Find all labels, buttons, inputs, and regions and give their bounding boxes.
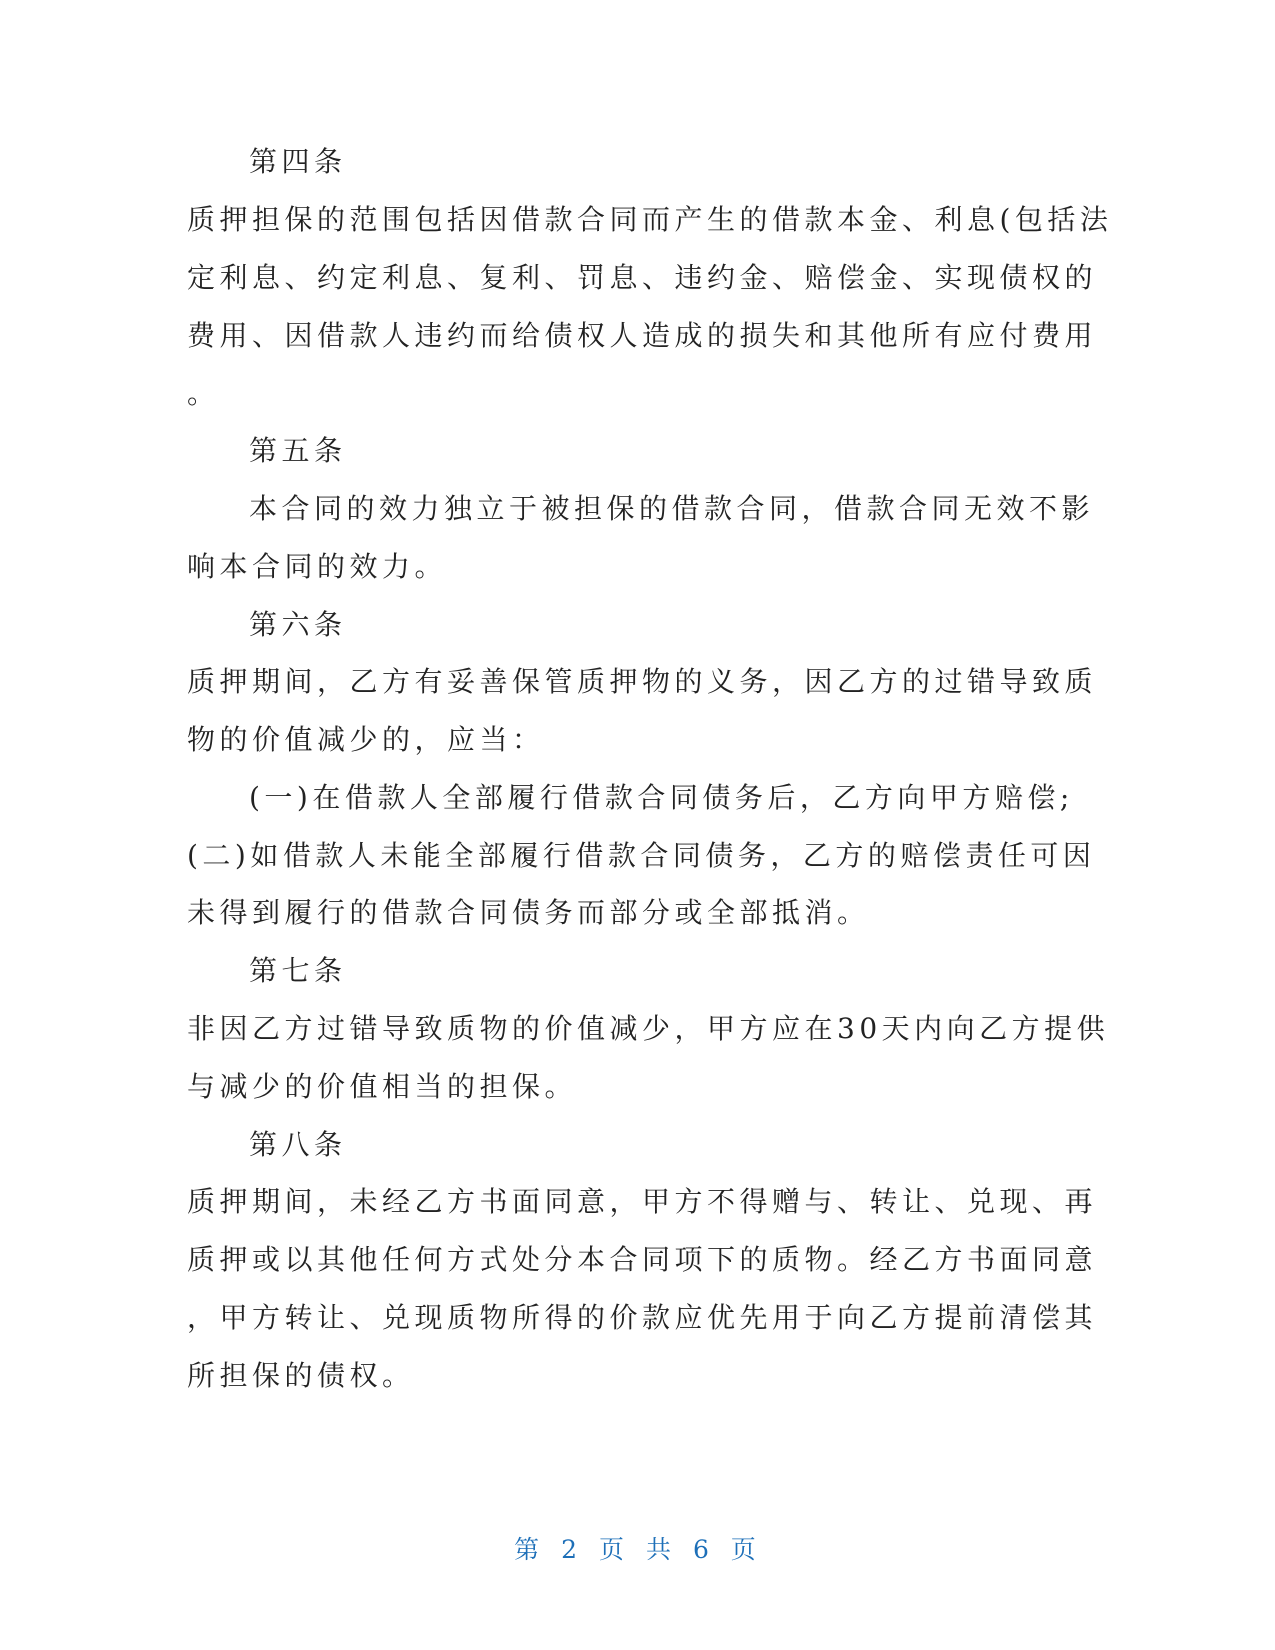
article-6-item-2-line-1: (二)如借款人未能全部履行借款合同债务，乙方的赔偿责任可因 [187, 839, 1096, 872]
article-8-text-line-4: 所担保的债权。 [187, 1359, 415, 1392]
article-5-heading: 第五条 [249, 434, 347, 467]
article-4-text-line-3: 费用、因借款人违约而给债权人造成的损失和其他所有应付费用 [187, 319, 1098, 352]
article-8-text-line-3: ，甲方转让、兑现质物所得的价款应优先用于向乙方提前清偿其 [187, 1301, 1098, 1334]
article-6-item-2-line-2: 未得到履行的借款合同债务而部分或全部抵消。 [187, 896, 870, 929]
footer-total-word: 共 [645, 1535, 676, 1564]
footer-total-pages: 6 [692, 1535, 714, 1564]
footer-prefix: 第 [514, 1535, 545, 1564]
article-4-text-line-1: 质押担保的范围包括因借款合同而产生的借款本金、利息(包括法 [187, 203, 1113, 236]
article-6-heading: 第六条 [249, 608, 347, 641]
article-5-text-line-1: 本合同的效力独立于被担保的借款合同，借款合同无效不影 [249, 492, 1095, 525]
article-7-text-line-2: 与减少的价值相当的担保。 [187, 1070, 578, 1103]
article-6-text-line-1: 质押期间，乙方有妥善保管质押物的义务，因乙方的过错导致质 [187, 665, 1098, 698]
article-4-text-line-2: 定利息、约定利息、复利、罚息、违约金、赔偿金、实现债权的 [187, 261, 1098, 294]
footer-page-word: 页 [599, 1535, 630, 1564]
article-8-text-line-1: 质押期间，未经乙方书面同意，甲方不得赠与、转让、兑现、再 [187, 1185, 1098, 1218]
footer-suffix: 页 [730, 1535, 761, 1564]
article-8-text-line-2: 质押或以其他任何方式处分本合同项下的质物。经乙方书面同意 [187, 1243, 1098, 1276]
article-6-item-1: (一)在借款人全部履行借款合同债务后，乙方向甲方赔偿; [249, 781, 1074, 814]
footer-current-page: 2 [561, 1535, 583, 1564]
article-8-heading: 第八条 [249, 1128, 347, 1161]
article-5-text-line-2: 响本合同的效力。 [187, 550, 448, 583]
article-7-heading: 第七条 [249, 954, 347, 987]
article-7-text-line-1: 非因乙方过错导致质物的价值减少，甲方应在30天内向乙方提供 [187, 1012, 1110, 1045]
page-number-footer [0, 1534, 1275, 1566]
article-6-text-line-2: 物的价值减少的，应当： [187, 723, 545, 756]
article-4-heading: 第四条 [249, 145, 347, 178]
article-4-text-line-4: 。 [187, 377, 220, 410]
